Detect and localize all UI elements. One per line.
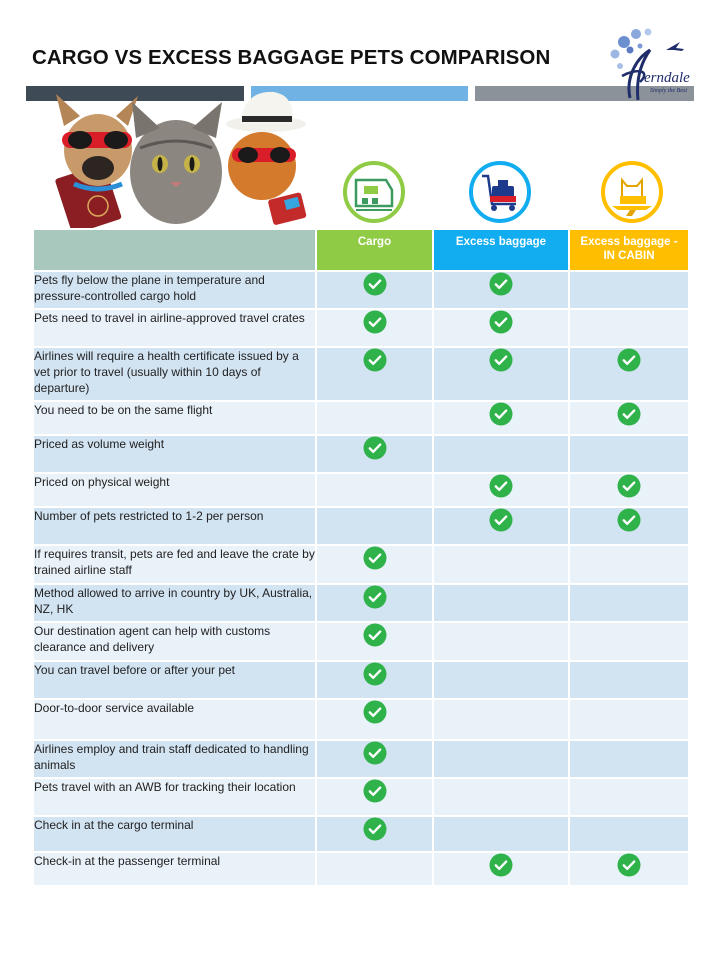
cabin-mark-cell	[569, 778, 689, 816]
check-icon	[363, 585, 387, 609]
excess-baggage-header: Excess baggage	[433, 229, 569, 271]
cargo-mark-cell	[316, 740, 433, 778]
excess-mark-cell	[433, 271, 569, 309]
dog-image	[56, 94, 138, 189]
logo-text: erndale	[644, 70, 690, 86]
cargo-mark-cell	[316, 347, 433, 401]
cabin-mark-cell	[569, 309, 689, 347]
in-cabin-header-line2: IN CABIN	[603, 250, 655, 262]
cabin-mark-cell	[569, 271, 689, 309]
excess-mark-cell	[433, 778, 569, 816]
cargo-mark-cell	[316, 507, 433, 545]
table-row	[33, 435, 689, 473]
cargo-mark-cell	[316, 661, 433, 699]
in-cabin-column-icon	[600, 160, 664, 224]
table-row	[33, 740, 689, 778]
excess-mark-cell	[433, 401, 569, 435]
excess-mark-cell	[433, 699, 569, 740]
table-row	[33, 309, 689, 347]
check-icon	[617, 348, 641, 372]
cargo-mark-cell	[316, 401, 433, 435]
check-icon	[489, 348, 513, 372]
criterion-cell: Airlines employ and train staff dedicated to handling animals	[33, 740, 316, 778]
cat-image	[130, 102, 222, 224]
cabin-mark-cell	[569, 473, 689, 507]
check-icon	[363, 436, 387, 460]
cargo-mark-cell	[316, 584, 433, 622]
excess-mark-cell	[433, 507, 569, 545]
cabin-mark-cell	[569, 507, 689, 545]
cabin-mark-cell	[569, 545, 689, 584]
logo-tagline: Simply the Best	[650, 88, 687, 94]
criterion-cell: Airlines will require a health certificate issued by a vet prior to travel (usually within 10 days of departure)	[33, 347, 316, 401]
check-icon	[489, 474, 513, 498]
excess-mark-cell	[433, 435, 569, 473]
cargo-mark-cell	[316, 816, 433, 852]
check-icon	[363, 546, 387, 570]
cargo-mark-cell	[316, 545, 433, 584]
table-row	[33, 401, 689, 435]
cabin-mark-cell	[569, 584, 689, 622]
table-row	[33, 816, 689, 852]
check-icon	[363, 623, 387, 647]
check-icon	[363, 310, 387, 334]
cabin-mark-cell	[569, 661, 689, 699]
in-cabin-header	[569, 229, 689, 271]
table-row	[33, 661, 689, 699]
excess-mark-cell	[433, 816, 569, 852]
cargo-mark-cell	[316, 309, 433, 347]
criterion-cell: Check-in at the passenger terminal	[33, 852, 316, 886]
excess-mark-cell	[433, 309, 569, 347]
company-logo	[600, 20, 692, 110]
criterion-cell: If requires transit, pets are fed and leave the crate by trained airline staff	[33, 545, 316, 584]
criterion-cell: Priced on physical weight	[33, 473, 316, 507]
criterion-cell: Priced as volume weight	[33, 435, 316, 473]
check-icon	[617, 853, 641, 877]
table-row	[33, 622, 689, 661]
cabin-mark-cell	[569, 435, 689, 473]
check-icon	[617, 474, 641, 498]
cargo-mark-cell	[316, 778, 433, 816]
table-row	[33, 852, 689, 886]
check-icon	[489, 272, 513, 296]
table-header-row	[33, 229, 689, 271]
excess-mark-cell	[433, 584, 569, 622]
comparison-table	[32, 228, 690, 887]
criterion-cell: You need to be on the same flight	[33, 401, 316, 435]
criteria-header	[33, 229, 316, 271]
table-row	[33, 507, 689, 545]
criterion-cell: Pets need to travel in airline-approved travel crates	[33, 309, 316, 347]
cabin-mark-cell	[569, 852, 689, 886]
table-row	[33, 271, 689, 309]
check-icon	[617, 508, 641, 532]
criterion-cell: You can travel before or after your pet	[33, 661, 316, 699]
cargo-mark-cell	[316, 622, 433, 661]
criterion-cell: Number of pets restricted to 1-2 per person	[33, 507, 316, 545]
check-icon	[489, 853, 513, 877]
cargo-mark-cell	[316, 473, 433, 507]
excess-mark-cell	[433, 545, 569, 584]
excess-mark-cell	[433, 622, 569, 661]
table-row	[33, 778, 689, 816]
page-title: CARGO VS EXCESS BAGGAGE PETS COMPARISON	[32, 46, 551, 69]
excess-mark-cell	[433, 852, 569, 886]
excess-baggage-column-icon	[468, 160, 532, 224]
table-row	[33, 699, 689, 740]
criterion-cell: Check in at the cargo terminal	[33, 816, 316, 852]
cabin-mark-cell	[569, 401, 689, 435]
cargo-mark-cell	[316, 271, 433, 309]
excess-mark-cell	[433, 473, 569, 507]
excess-mark-cell	[433, 661, 569, 699]
table-row	[33, 347, 689, 401]
in-cabin-header-line1: Excess baggage -	[580, 236, 678, 248]
excess-mark-cell	[433, 347, 569, 401]
cargo-column-icon	[342, 160, 406, 224]
criterion-cell: Pets fly below the plane in temperature and pressure-controlled cargo hold	[33, 271, 316, 309]
criterion-cell: Door-to-door service available	[33, 699, 316, 740]
check-icon	[363, 741, 387, 765]
cabin-mark-cell	[569, 347, 689, 401]
cargo-header: Cargo	[316, 229, 433, 271]
cabin-mark-cell	[569, 740, 689, 778]
check-icon	[489, 508, 513, 532]
pets-illustration	[40, 88, 312, 228]
check-icon	[363, 348, 387, 372]
hat-cat-image	[226, 92, 307, 226]
cargo-mark-cell	[316, 435, 433, 473]
excess-mark-cell	[433, 740, 569, 778]
check-icon	[617, 402, 641, 426]
cabin-mark-cell	[569, 699, 689, 740]
check-icon	[363, 779, 387, 803]
cargo-mark-cell	[316, 852, 433, 886]
criterion-cell: Method allowed to arrive in country by UK, Australia, NZ, HK	[33, 584, 316, 622]
check-icon	[363, 662, 387, 686]
criterion-cell: Our destination agent can help with customs clearance and delivery	[33, 622, 316, 661]
cabin-mark-cell	[569, 622, 689, 661]
check-icon	[363, 700, 387, 724]
check-icon	[363, 272, 387, 296]
criterion-cell: Pets travel with an AWB for tracking their location	[33, 778, 316, 816]
check-icon	[363, 817, 387, 841]
table-row	[33, 584, 689, 622]
table-row	[33, 545, 689, 584]
table-row	[33, 473, 689, 507]
check-icon	[489, 402, 513, 426]
cargo-mark-cell	[316, 699, 433, 740]
cabin-mark-cell	[569, 816, 689, 852]
check-icon	[489, 310, 513, 334]
